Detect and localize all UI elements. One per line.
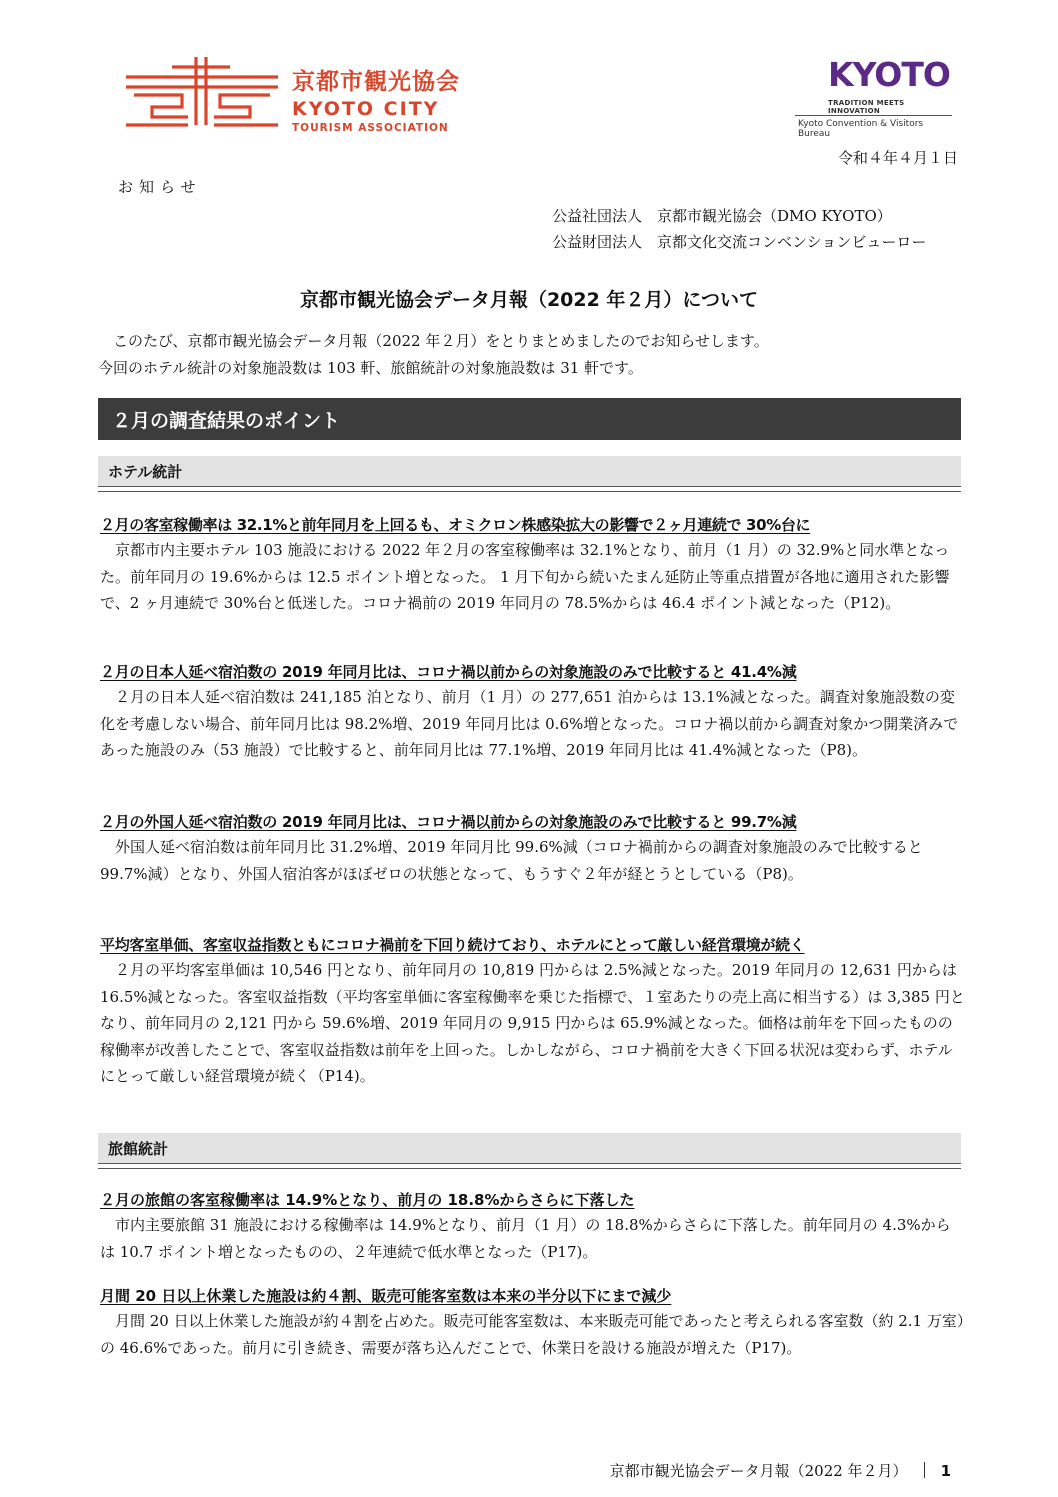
logo-name-jp: 京都市観光協会 [292, 69, 460, 95]
hotel-point-2 [100, 660, 965, 764]
kyoto-cvb-name: Kyoto Convention & Visitors Bureau [798, 119, 924, 139]
footer-divider [924, 1462, 925, 1478]
ryokan-point-2 [100, 1284, 965, 1361]
ryokan-point-1-body: 市内主要旅館 31 施設における稼働率は 14.9%となり、前月（1 月）の 18.8%からさらに下落した。前年同月の 4.3%からは 10.7 ポイント増となったものの、２年連続で低水準となった（P17)。 [100, 1216, 951, 1261]
kyoto-emblem-icon [122, 55, 282, 127]
hotel-point-4 [100, 933, 965, 1090]
hotel-point-3 [100, 810, 965, 887]
hotel-point-3-body: 外国人延べ宿泊数は前年同月比 31.2%増、2019 年同月比 99.6%減（コロナ禍前からの調査対象施設のみで比較すると 99.7%減）となり、外国人宿泊客がほぼゼロの状態となって、もうすぐ２年が経とうとしている（P8)。 [100, 838, 923, 883]
hotel-point-2-title: ２月の日本人延べ宿泊数の 2019 年同月比は、コロナ禍以前からの対象施設のみで比較すると 41.4%減 [100, 663, 797, 681]
intro-line-1: このたび、京都市観光協会データ月報（2022 年２月）をとりまとめましたのでお知らせします。 [113, 332, 769, 350]
notice-label: お知らせ [118, 178, 202, 196]
logo-name-en-sub: TOURISM ASSOCIATION [292, 122, 449, 134]
hotel-point-1-title: ２月の客室稼働率は 32.1%と前年同月を上回るも、オミクロン株感染拡大の影響で２ヶ月連続で 30%台に [100, 516, 811, 534]
hotel-heading [98, 456, 961, 486]
document-title: 京都市観光協会データ月報（2022 年２月）について [299, 289, 759, 311]
ryokan-heading-label: 旅館統計 [108, 1140, 169, 1158]
kyoto-wordmark: KYOTO [828, 55, 950, 94]
logo-rule [795, 115, 952, 116]
org-line-1: 公益社団法人 京都市観光協会（DMO KYOTO） [552, 207, 892, 225]
kyoto-city-tourism-logo [122, 55, 482, 134]
ryokan-point-1-title: ２月の旅館の客室稼働率は 14.9%となり、前月の 18.8%からさらに下落した [100, 1191, 635, 1209]
ryokan-point-2-title: 月間 20 日以上休業した施設は約４割、販売可能客室数は本来の半分以下にまで減少 [100, 1287, 672, 1305]
points-banner-label: ２月の調査結果のポイント [112, 410, 341, 432]
page-number: 1 [940, 1462, 951, 1480]
ryokan-point-1 [100, 1188, 965, 1265]
ryokan-heading [98, 1133, 961, 1163]
footer-label: 京都市観光協会データ月報（2022 年２月） [609, 1462, 908, 1480]
page-footer [610, 1460, 951, 1481]
ryokan-point-2-body: 月間 20 日以上休業した施設が約４割を占めた。販売可能客室数は、本来販売可能であったと考えられる客室数（約 2.1 万室）の 46.6%であった。前月に引き続き、需要が落ち込んだことで、休業日を設ける施設が増えた（P17)。 [100, 1312, 965, 1357]
hotel-point-2-body: ２月の日本人延べ宿泊数は 241,185 泊となり、前月（1 月）の 277,651 泊からは 13.1%減となった。調査対象施設数の変化を考慮しない場合、前年同月比は 98.2%増、2019 年同月比は 0.6%増となった。コロナ禍以前から調査対象かつ開業済みであった施設のみ（53 施設）で比較すると、前年同月比は 77.1%増、2019 年同月比は 41.4%減となった（P8)。 [100, 688, 959, 759]
hotel-point-3-title: ２月の外国人延べ宿泊数の 2019 年同月比は、コロナ禍以前からの対象施設のみで比較すると 99.7%減 [100, 813, 797, 831]
points-banner [98, 398, 961, 440]
hotel-heading-rule [98, 486, 961, 492]
ryokan-heading-rule [98, 1163, 961, 1169]
hotel-point-4-body: ２月の平均客室単価は 10,546 円となり、前年同月の 10,819 円からは 2.5%減となった。2019 年同月の 12,631 円からは 16.5%減となった。客室収益指数（平均客室単価に客室稼働率を乗じた指標で、１室あたりの売上高に相当する）は 3,385 円となり、前年同月の 2,121 円から 59.6%増、2019 年同月の 9,915 円からは 65.9%減となった。価格は前年を下回ったものの稼働率が改善したことで、客室収益指数は前年を上回った。しかしながら、コロナ禍前を大きく下回る状況は変わらず、ホテルにとって厳しい経営環境が続く（P14)。 [100, 961, 965, 1085]
org-line-2: 公益財団法人 京都文化交流コンベンションビューロー [552, 233, 927, 251]
intro-text [98, 328, 968, 382]
hotel-point-1-body: 京都市内主要ホテル 103 施設における 2022 年２月の客室稼働率は 32.1%となり、前月（1 月）の 32.9%と同水準となった。前年同月の 19.6%からは 12.5 ポイント増となった。 1 月下旬から続いたまん延防止等重点措置が各地に適用された影響で、2 ヶ月連続で 30%台と低迷した。コロナ禍前の 2019 年同月の 78.5%からは 46.4 ポイント減となった（P12)。 [100, 541, 950, 612]
hotel-point-4-title: 平均客室単価、客室収益指数ともにコロナ禍前を下回り続けており、ホテルにとって厳しい経営環境が続く [100, 936, 805, 954]
kyoto-tagline: TRADITION MEETS INNOVATION [828, 99, 905, 115]
intro-line-2: 今回のホテル統計の対象施設数は 103 軒、旅館統計の対象施設数は 31 軒です。 [98, 359, 643, 377]
issue-date: 令和４年４月１日 [837, 149, 958, 167]
hotel-heading-label: ホテル統計 [108, 463, 183, 481]
kyoto-cvb-logo [795, 55, 955, 139]
hotel-point-1 [100, 513, 965, 617]
logo-name-en: KYOTO CITY [292, 98, 440, 120]
